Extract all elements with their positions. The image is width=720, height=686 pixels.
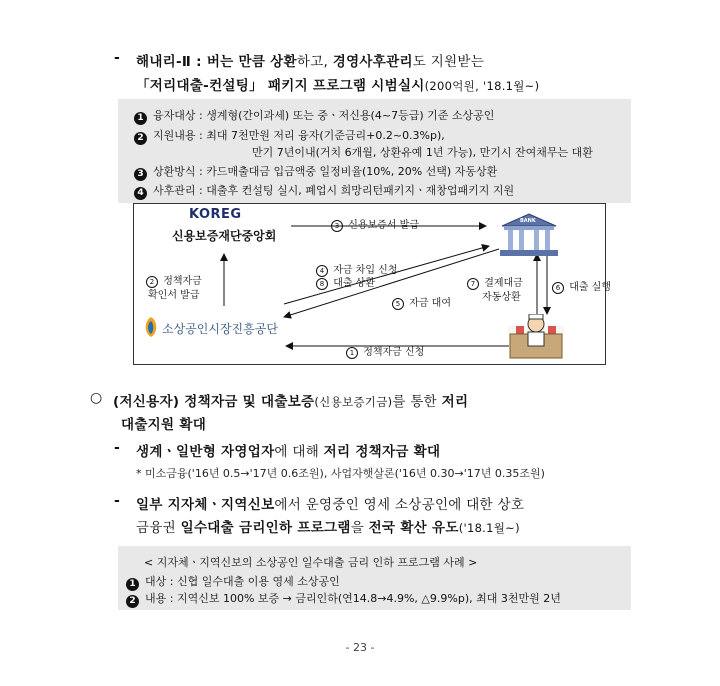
section2-circle: ○	[90, 390, 103, 406]
section4-line2-a: 금융권	[136, 520, 181, 536]
section4-line2-d: 전국 확산 유도	[368, 520, 459, 536]
summary-row: 4 사후관리 : 대출후 컨설팅 실시, 폐업시 희망리턴패키지ㆍ재창업패키지 지원	[134, 182, 514, 200]
bank-label: BANK	[520, 218, 536, 224]
section2-line1-b: (신용보증기금)	[314, 395, 393, 409]
label-repayment	[316, 274, 375, 290]
process-diagram	[133, 203, 612, 365]
section4-line2-c: 을	[350, 520, 369, 536]
step-number-2: 2	[146, 276, 158, 288]
section1-line1-a: 해내리-Ⅱ : 버는 만큼 상환	[136, 54, 297, 70]
summary-text: 최대 7천만원 저리 융자(기준금리+0.2~0.3%p),	[206, 129, 445, 142]
label-auto-repay-1: 결제대금	[484, 278, 523, 289]
summary-text: 만기 7년이내(거치 6개월, 상환유예 1년 가능), 만기시 잔여채무는 대환	[252, 146, 593, 159]
section1-line1	[136, 50, 484, 70]
sbiz-name: 소상공인시장진흥공단	[162, 322, 278, 336]
label-repayment-text: 대출 상환	[333, 278, 376, 289]
page-number: - 23 -	[345, 641, 375, 654]
case-text: 대상 : 신협 일수대출 이용 영세 소상공인	[145, 575, 340, 588]
section-dash: -	[114, 50, 120, 66]
number-badge: 4	[134, 187, 147, 200]
koreg-name: 신용보증재단중앙회	[172, 229, 277, 243]
section1-line2	[136, 74, 539, 94]
section3-line	[136, 440, 440, 460]
bank-icon	[494, 212, 564, 258]
section2-line1-c: 를 통한	[392, 394, 442, 410]
section3-line-c: 저리 정책자금 확대	[323, 444, 441, 460]
number-badge: 1	[126, 578, 139, 591]
label-lending	[392, 294, 451, 310]
section-dash: -	[114, 440, 120, 456]
label-loan-request-text: 자금 차입 신청	[333, 265, 398, 276]
section4-line2	[136, 516, 520, 536]
number-badge: 2	[126, 595, 139, 608]
koreg-logo: KOREG	[189, 207, 242, 222]
step-number-3: 3	[331, 220, 343, 232]
case-row	[126, 573, 340, 591]
summary-row: 3 상환방식 : 카드매출대금 입금액중 일정비율(10%, 20% 선택) 자동상환	[134, 163, 497, 181]
section4-line1-b: 에서 운영중인 영세 소상공인에 대한 상호	[274, 497, 525, 513]
section1-line1-c: 경영사후관리	[332, 54, 413, 70]
summary-row: 2 지원내용 : 최대 7천만원 저리 융자(기준금리+0.2~0.3%p),	[134, 127, 445, 145]
step-number-8: 8	[316, 278, 328, 290]
summary-row-continued	[252, 144, 593, 160]
step-number-7: 7	[467, 278, 479, 290]
summary-label: 융자대상	[153, 109, 196, 122]
section1-line2-a: 「저리대출-컨설팅」 패키지 프로그램 시범실시	[136, 78, 425, 94]
section2-line2: 대출지원 확대	[121, 417, 207, 433]
section4-line2-b: 일수대출 금리인하 프로그램	[180, 520, 351, 536]
summary-row: 1 융자대상 : 생계형(간이과세) 또는 중ㆍ저신용(4~7등급) 기준 소상공인	[134, 107, 494, 125]
label-confirmation-1: 정책자금	[163, 276, 202, 287]
label-lending-text: 자금 대여	[409, 298, 452, 309]
step-number-1: 1	[346, 347, 358, 359]
sbiz-logo-icon	[142, 316, 160, 338]
label-loan-execution	[552, 278, 611, 294]
step-number-6: 6	[552, 282, 564, 294]
section2-line1-d: 저리	[441, 394, 469, 410]
label-application-text: 정책자금 신청	[363, 347, 425, 358]
section1-line1-b: 하고,	[296, 54, 333, 70]
case-example-box	[118, 546, 631, 610]
shop-owner-icon	[506, 314, 566, 360]
case-row	[126, 590, 561, 608]
label-application	[346, 343, 424, 359]
section3-line-b: 에 대해	[274, 444, 324, 460]
section3-line-a: 생계ㆍ일반형 자영업자	[136, 444, 275, 460]
step-number-5: 5	[392, 298, 404, 310]
section4-line1	[136, 493, 524, 513]
section4-line1-a: 일부 지자체ㆍ지역신보	[136, 497, 275, 513]
section3-note: * 미소금융('16년 0.5→'17년 0.6조원), 사업자햇살론('16년 0.30→'17년 0.35조원)	[136, 467, 545, 480]
section1-line1-d: 도 지원받는	[412, 54, 485, 70]
program-summary-box	[118, 99, 631, 203]
label-auto-repay-2: 자동상환	[482, 292, 521, 303]
section1-line2-b: (200억원, '18.1월~)	[424, 79, 540, 93]
section-dash: -	[114, 493, 120, 509]
section2-line1-a: (저신용자) 정책자금 및 대출보증	[113, 394, 315, 410]
label-confirmation-2: 확인서 발급	[148, 290, 200, 301]
number-badge: 3	[134, 168, 147, 181]
summary-text: 생계형(간이과세) 또는 중ㆍ저신용(4~7등급) 기준 소상공인	[206, 109, 495, 122]
summary-text: 카드매출대금 입금액중 일정비율(10%, 20% 선택) 자동상환	[206, 165, 498, 178]
label-loan-execution-text: 대출 실행	[569, 282, 612, 293]
section4-line2-e: ('18.1월~)	[458, 521, 520, 535]
case-example-title: < 지자체ㆍ지역신보의 소상공인 일수대출 금리 인하 프로그램 사례 >	[144, 556, 478, 569]
summary-label: 지원내용	[153, 129, 196, 142]
label-guarantee-text: 신용보증서 발급	[348, 220, 419, 231]
summary-label: 상환방식	[153, 165, 196, 178]
number-badge: 1	[134, 112, 147, 125]
label-guarantee	[331, 216, 419, 232]
case-text: 내용 : 지역신보 100% 보증 → 금리인하(연14.8→4.9%, △9.9%p), 최대 3천만원 2년	[145, 592, 561, 605]
step-number-4: 4	[316, 265, 328, 277]
number-badge: 2	[134, 132, 147, 145]
summary-text: 대출후 컨설팅 실시, 폐업시 희망리턴패키지ㆍ재창업패키지 지원	[206, 184, 515, 197]
summary-label: 사후관리	[153, 184, 196, 197]
section2-line1	[113, 390, 468, 410]
